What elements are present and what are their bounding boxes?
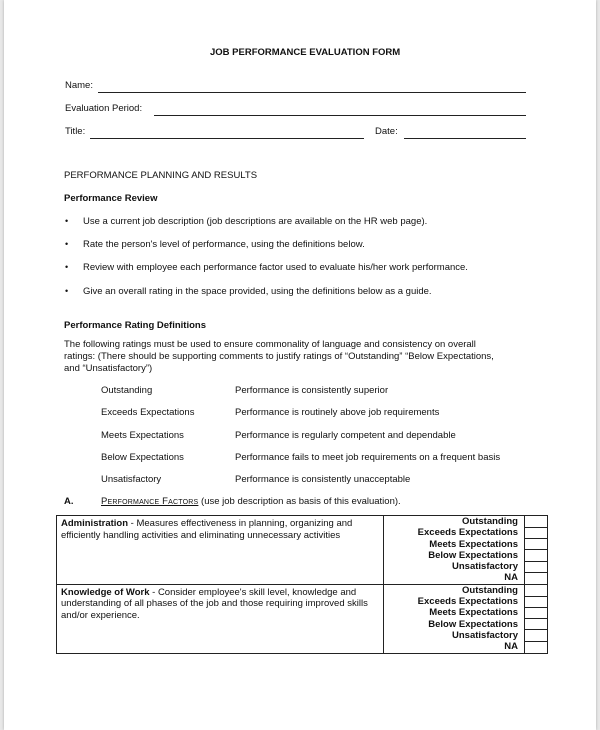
rating-label: Unsatisfactory bbox=[384, 630, 525, 641]
rating-definitions-heading: Performance Rating Definitions bbox=[64, 320, 206, 331]
rating-checkbox[interactable] bbox=[525, 596, 548, 607]
factor-cell bbox=[57, 584, 384, 653]
definitions-intro-line-2: ratings: (There should be supporting comments to justify ratings of “Outstanding” “Below Expectations, bbox=[64, 351, 494, 362]
definition-text: Performance is routinely above job requirements bbox=[235, 407, 440, 418]
rating-label: NA bbox=[384, 572, 525, 584]
factor-name: Administration bbox=[61, 518, 129, 529]
factor-name: Knowledge of Work bbox=[61, 586, 150, 598]
definition-text: Performance fails to meet job requirements on a frequent basis bbox=[235, 452, 501, 463]
definition-text: Performance is regularly competent and dependable bbox=[235, 430, 456, 441]
rating-checkbox[interactable] bbox=[525, 516, 548, 528]
rating-checkbox[interactable] bbox=[525, 527, 548, 538]
rating-label: Exceeds Expectations bbox=[384, 527, 525, 538]
bullet-icon: • bbox=[65, 262, 69, 272]
rating-checkbox[interactable] bbox=[525, 561, 548, 572]
name-label: Name: bbox=[65, 80, 93, 91]
rating-checkbox[interactable] bbox=[525, 630, 548, 641]
evaluation-period-label: Evaluation Period: bbox=[65, 103, 143, 114]
definition-term: Below Expectations bbox=[101, 452, 184, 463]
review-bullet-1: Use a current job description (job descriptions are available on the HR web page). bbox=[83, 216, 428, 227]
rating-label: Outstanding bbox=[384, 584, 525, 596]
rating-label: Meets Expectations bbox=[384, 607, 525, 618]
title-field-line[interactable] bbox=[90, 138, 364, 139]
rating-checkbox[interactable] bbox=[525, 607, 548, 618]
performance-factors-line bbox=[101, 496, 401, 507]
document-page bbox=[4, 0, 596, 730]
rating-label: Unsatisfactory bbox=[384, 561, 525, 572]
bullet-icon: • bbox=[65, 286, 69, 296]
bullet-icon: • bbox=[65, 216, 69, 226]
form-title: JOB PERFORMANCE EVALUATION FORM bbox=[210, 47, 401, 58]
review-bullet-4: Give an overall rating in the space provided, using the definitions below as a guide. bbox=[83, 286, 432, 297]
table-row bbox=[57, 516, 548, 528]
performance-factors-note: (use job description as basis of this evaluation). bbox=[201, 496, 401, 507]
review-bullet-3: Review with employee each performance factor used to evaluate his/her work performance. bbox=[83, 262, 468, 273]
factor-description: - Measures effectiveness in planning, organizing and efficiently handling activities and eliminating unnecessary activities bbox=[61, 518, 353, 541]
definition-term: Outstanding bbox=[101, 385, 153, 396]
table-row bbox=[57, 584, 548, 596]
title-label: Title: bbox=[65, 126, 86, 137]
name-field-line[interactable] bbox=[98, 92, 526, 93]
performance-factors-label: Performance Factors bbox=[101, 496, 199, 507]
rating-checkbox[interactable] bbox=[525, 539, 548, 550]
definition-term: Exceeds Expectations bbox=[101, 407, 195, 418]
definitions-intro-line-1: The following ratings must be used to ensure commonality of language and consistency on overall bbox=[64, 339, 476, 350]
rating-label: Outstanding bbox=[384, 516, 525, 528]
rating-checkbox[interactable] bbox=[525, 572, 548, 584]
performance-review-heading: Performance Review bbox=[64, 193, 158, 204]
definitions-intro-line-3: and “Unsatisfactory”) bbox=[64, 363, 153, 374]
evaluation-period-field-line[interactable] bbox=[154, 115, 526, 116]
rating-label: Below Expectations bbox=[384, 619, 525, 630]
definition-text: Performance is consistently unacceptable bbox=[235, 474, 411, 485]
rating-label: NA bbox=[384, 641, 525, 653]
factor-description: - Consider employee's skill level, knowledge and understanding of all phases of the job and those requiring improved skills and/or experience. bbox=[61, 586, 368, 621]
rating-label: Below Expectations bbox=[384, 550, 525, 561]
date-field-line[interactable] bbox=[404, 138, 526, 139]
rating-label: Exceeds Expectations bbox=[384, 596, 525, 607]
rating-checkbox[interactable] bbox=[525, 641, 548, 653]
evaluation-table bbox=[56, 515, 548, 654]
section-letter: A. bbox=[64, 496, 74, 507]
rating-checkbox[interactable] bbox=[525, 619, 548, 630]
factor-cell bbox=[57, 516, 384, 585]
definition-text: Performance is consistently superior bbox=[235, 385, 389, 396]
review-bullet-2: Rate the person's level of performance, using the definitions below. bbox=[83, 239, 365, 250]
definition-term: Unsatisfactory bbox=[101, 474, 162, 485]
section-heading: PERFORMANCE PLANNING AND RESULTS bbox=[64, 170, 258, 181]
rating-checkbox[interactable] bbox=[525, 584, 548, 596]
rating-label: Meets Expectations bbox=[384, 539, 525, 550]
bullet-icon: • bbox=[65, 239, 69, 249]
rating-checkbox[interactable] bbox=[525, 550, 548, 561]
date-label: Date: bbox=[375, 126, 398, 137]
definition-term: Meets Expectations bbox=[101, 430, 184, 441]
